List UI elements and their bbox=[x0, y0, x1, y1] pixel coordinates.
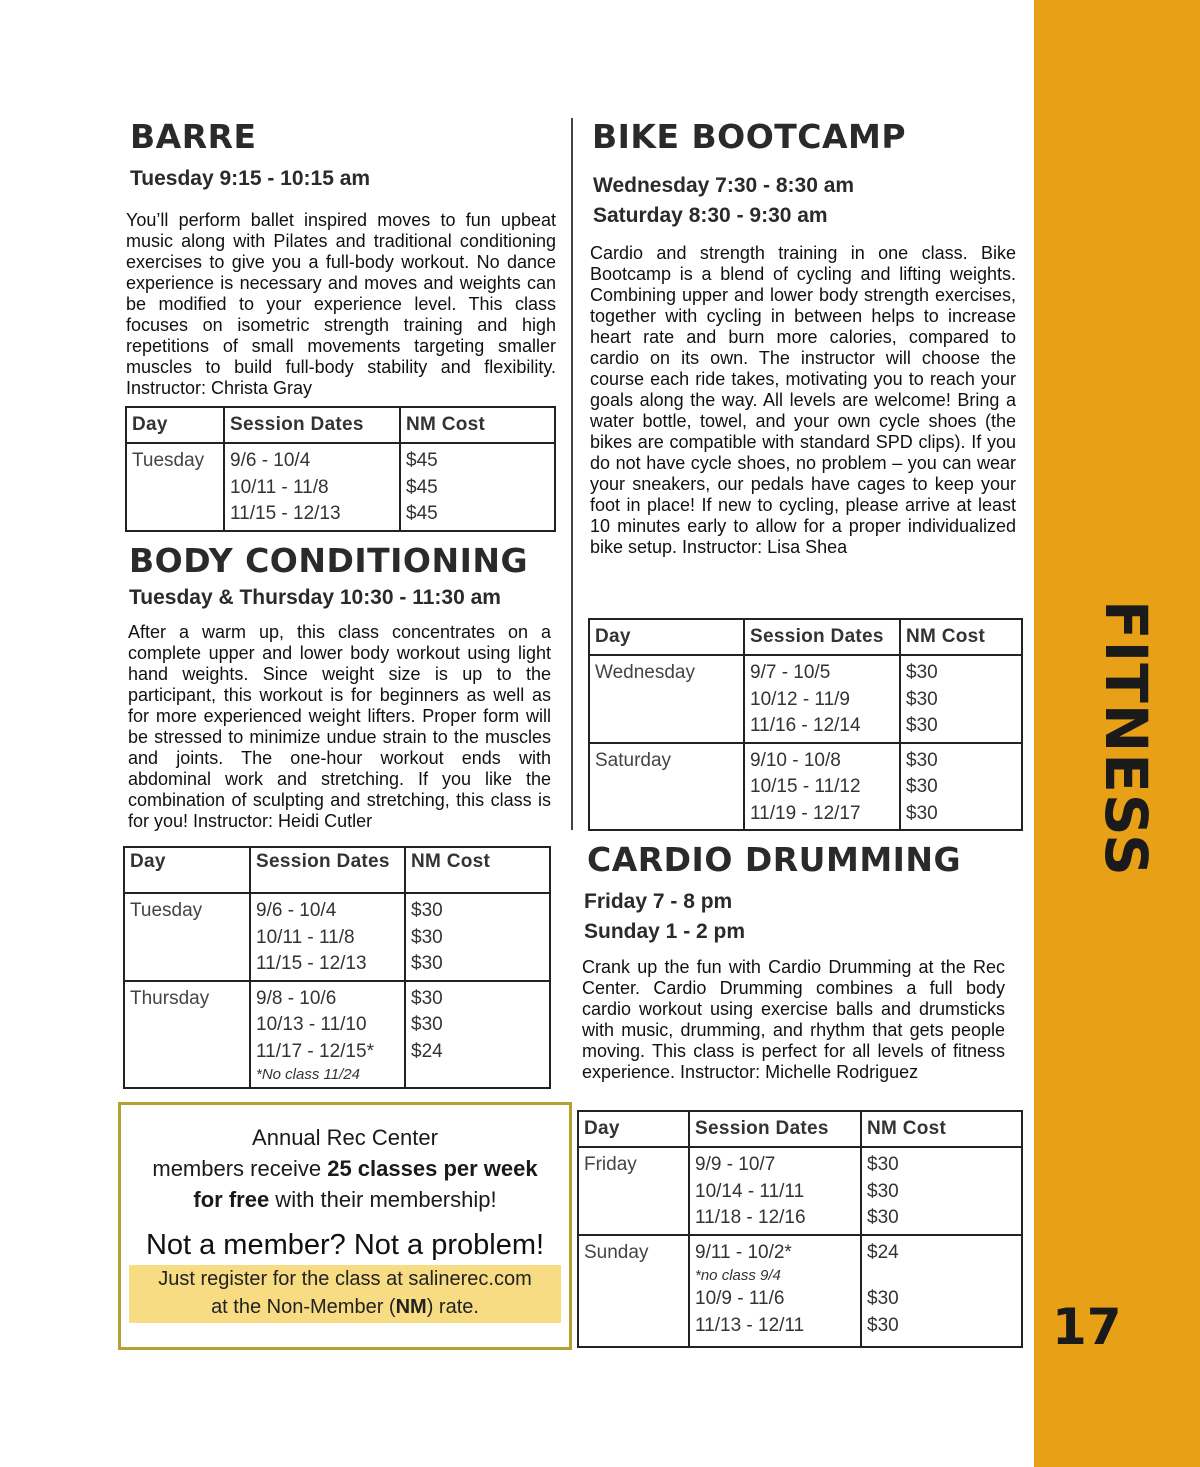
table-row bbox=[124, 981, 550, 1089]
session-day: Saturday bbox=[589, 743, 744, 831]
session-date: 11/19 - 12/17 bbox=[750, 802, 861, 824]
table-row bbox=[578, 1235, 1022, 1347]
session-costs bbox=[861, 1235, 1022, 1347]
header-dates: Session Dates bbox=[744, 619, 900, 655]
session-cost: $30 bbox=[411, 953, 443, 974]
table-header-row bbox=[124, 847, 550, 893]
barre-table bbox=[125, 406, 556, 532]
session-date: 11/15 - 12/13 bbox=[230, 503, 341, 524]
session-note: *no class 9/4 bbox=[695, 1267, 781, 1284]
session-costs bbox=[405, 981, 550, 1089]
barre-description: You’ll perform ballet inspired moves to fun upbeat music along with Pilates and traditional conditioning exercises to give you a full-body workout. No dance experience is necessary and moves and weights can be modified to your experience level. This class focuses on isometric strength training and high repetitions of small movements targeting smaller muscles to build full-body stability and flexibility. Instructor: Christa Gray bbox=[126, 210, 556, 398]
session-day: Sunday bbox=[578, 1235, 689, 1347]
body-conditioning-title: BODY CONDITIONING bbox=[129, 541, 529, 580]
table-header-row bbox=[589, 619, 1022, 655]
session-cost: $24 bbox=[867, 1241, 899, 1263]
session-cost: $30 bbox=[906, 749, 938, 771]
table-row bbox=[124, 893, 550, 981]
session-cost: $30 bbox=[867, 1154, 899, 1175]
session-cost: $30 bbox=[906, 688, 938, 710]
session-date: 10/11 - 11/8 bbox=[230, 476, 329, 498]
session-date: 11/13 - 12/11 bbox=[695, 1314, 805, 1336]
session-day: Friday bbox=[578, 1147, 689, 1235]
session-cost: $45 bbox=[406, 476, 438, 498]
session-cost: $30 bbox=[906, 776, 938, 797]
body-conditioning-schedule bbox=[129, 583, 501, 613]
header-cost: NM Cost bbox=[400, 407, 555, 443]
session-dates bbox=[250, 981, 405, 1089]
cardio-drumming-title: CARDIO DRUMMING bbox=[587, 840, 962, 879]
session-cost: $24 bbox=[411, 1040, 443, 1062]
promo-text: with their membership! bbox=[269, 1187, 497, 1212]
header-day: Day bbox=[578, 1111, 689, 1147]
schedule-line: Wednesday 7:30 - 8:30 am bbox=[593, 174, 855, 197]
promo-highlight bbox=[129, 1265, 561, 1323]
session-day: Tuesday bbox=[126, 443, 224, 531]
promo-line-1: Annual Rec Center bbox=[252, 1125, 438, 1150]
session-date: 9/10 - 10/8 bbox=[750, 749, 841, 771]
bike-bootcamp-schedule bbox=[593, 171, 854, 231]
promo-text: ) rate. bbox=[426, 1296, 479, 1318]
session-cost: $45 bbox=[406, 450, 438, 471]
session-date: 10/14 - 11/11 bbox=[695, 1180, 805, 1202]
table-row bbox=[589, 655, 1022, 743]
header-dates: Session Dates bbox=[689, 1111, 861, 1147]
session-cost: $30 bbox=[411, 1014, 443, 1035]
cardio-drumming-description: Crank up the fun with Cardio Drumming at the Rec Center. Cardio Drumming combines a full body cardio workout using exercise balls and drumsticks with music, drumming, and rhythm that gets people moving. This class is perfect for all levels of fitness experience. Instructor: Michelle Rodriguez bbox=[582, 957, 1005, 1082]
session-costs bbox=[405, 893, 550, 981]
promo-emphasis: NM bbox=[395, 1296, 427, 1318]
promo-line-2 bbox=[121, 1153, 569, 1184]
column-divider bbox=[571, 118, 573, 830]
table-row bbox=[126, 443, 555, 531]
table-row bbox=[589, 743, 1022, 831]
header-dates: Session Dates bbox=[250, 847, 405, 893]
schedule-line: Friday 7 - 8 pm bbox=[584, 890, 733, 913]
session-costs bbox=[900, 655, 1022, 743]
header-cost: NM Cost bbox=[405, 847, 550, 893]
table-header-row bbox=[126, 407, 555, 443]
cardio-drumming-schedule bbox=[584, 887, 745, 947]
session-date: 11/16 - 12/14 bbox=[750, 715, 861, 736]
session-cost: $30 bbox=[906, 662, 938, 683]
session-costs bbox=[900, 743, 1022, 831]
header-dates: Session Dates bbox=[224, 407, 400, 443]
session-note: *No class 11/24 bbox=[256, 1066, 360, 1083]
session-cost: $45 bbox=[406, 503, 438, 524]
session-date: 9/6 - 10/4 bbox=[230, 450, 311, 471]
session-day: Tuesday bbox=[124, 893, 250, 981]
session-date: 10/11 - 11/8 bbox=[256, 926, 355, 948]
session-date: 9/7 - 10/5 bbox=[750, 662, 831, 683]
schedule-line: Saturday 8:30 - 9:30 am bbox=[593, 204, 828, 227]
session-dates bbox=[744, 655, 900, 743]
membership-promo-box bbox=[118, 1102, 572, 1350]
session-cost: $30 bbox=[867, 1314, 899, 1336]
session-day: Wednesday bbox=[589, 655, 744, 743]
session-dates bbox=[689, 1235, 861, 1347]
session-date: 10/15 - 11/12 bbox=[750, 776, 861, 797]
session-date: 9/9 - 10/7 bbox=[695, 1154, 776, 1175]
session-date: 9/6 - 10/4 bbox=[256, 900, 337, 921]
promo-line-3 bbox=[121, 1184, 569, 1215]
bike-bootcamp-description: Cardio and strength training in one class. Bike Bootcamp is a blend of cycling and lifting weights. Combining upper and lower body strength exercises, together with cycling in between helps to increase heart rate and burn more calories, compared to cardio on its own. The instructor will choose the course each ride takes, motivating you to reach your goals along the way. All levels are welcome! Bring a water bottle, towel, and your own cycle shoes (the bikes are compatible with standard SPD clips). If you do not have cycle shoes, no problem – you can wear your sneakers, our pedals have cages to keep your foot in place! If new to cycling, please arrive at least 10 minutes early to allow for a proper individualized bike setup. Instructor: Lisa Shea bbox=[590, 243, 1016, 557]
session-cost: $30 bbox=[411, 926, 443, 948]
promo-emphasis: for free bbox=[193, 1187, 270, 1212]
body-conditioning-description: After a warm up, this class concentrates on a complete upper and lower body workout using light hand weights. Since weight size is up to the participant, this workout is for beginners as well as for more experienced weight lifters. Proper form will be stressed to minimize undue strain to the muscles and joints. The one-hour workout ends with abdominal work and stretching. If you like the combination of sculpting and stretching, this class is for you! Instructor: Heidi Cutler bbox=[128, 622, 551, 831]
session-date: 10/13 - 11/10 bbox=[256, 1014, 367, 1035]
session-dates bbox=[250, 893, 405, 981]
session-dates bbox=[689, 1147, 861, 1235]
body-conditioning-table bbox=[123, 846, 551, 1089]
session-cost: $30 bbox=[906, 715, 938, 736]
promo-rate-text bbox=[129, 1293, 561, 1321]
session-cost: $30 bbox=[411, 987, 443, 1009]
promo-emphasis: 25 classes per week bbox=[327, 1156, 538, 1181]
session-cost: $30 bbox=[906, 802, 938, 824]
schedule-line: Tuesday & Thursday 10:30 - 11:30 am bbox=[129, 586, 501, 609]
session-costs bbox=[400, 443, 555, 531]
session-day: Thursday bbox=[124, 981, 250, 1089]
header-cost: NM Cost bbox=[861, 1111, 1022, 1147]
header-day: Day bbox=[589, 619, 744, 655]
session-date: 9/8 - 10/6 bbox=[256, 987, 337, 1009]
promo-text: at the Non-Member ( bbox=[211, 1296, 396, 1318]
barre-title: BARRE bbox=[130, 117, 257, 156]
session-cost: $30 bbox=[867, 1207, 899, 1228]
session-date: 11/18 - 12/16 bbox=[695, 1207, 806, 1228]
session-cost: $30 bbox=[411, 900, 443, 921]
promo-text: members receive bbox=[152, 1156, 328, 1181]
session-date: 11/17 - 12/15* bbox=[256, 1040, 374, 1062]
promo-register-text: Just register for the class at salinerec.com bbox=[158, 1268, 532, 1290]
session-dates bbox=[224, 443, 400, 531]
session-cost: $30 bbox=[867, 1288, 899, 1309]
table-header-row bbox=[578, 1111, 1022, 1147]
header-day: Day bbox=[126, 407, 224, 443]
section-title: FITNESS bbox=[1092, 600, 1160, 877]
session-cost: $30 bbox=[867, 1180, 899, 1202]
session-date: 9/11 - 10/2* bbox=[695, 1241, 792, 1263]
session-dates bbox=[744, 743, 900, 831]
session-date: 10/12 - 11/9 bbox=[750, 688, 851, 710]
session-costs bbox=[861, 1147, 1022, 1235]
page-number: 17 bbox=[1052, 1298, 1122, 1356]
schedule-line: Tuesday 9:15 - 10:15 am bbox=[130, 167, 371, 190]
session-date: 11/15 - 12/13 bbox=[256, 953, 367, 974]
header-cost: NM Cost bbox=[900, 619, 1022, 655]
session-date: 10/9 - 11/6 bbox=[695, 1288, 785, 1309]
bike-bootcamp-table bbox=[588, 618, 1023, 831]
promo-headline: Not a member? Not a problem! bbox=[145, 1229, 545, 1261]
cardio-drumming-table bbox=[577, 1110, 1023, 1348]
table-row bbox=[578, 1147, 1022, 1235]
header-day: Day bbox=[124, 847, 250, 893]
bike-bootcamp-title: BIKE BOOTCAMP bbox=[592, 117, 907, 156]
schedule-line: Sunday 1 - 2 pm bbox=[584, 920, 746, 943]
barre-schedule bbox=[130, 164, 370, 194]
